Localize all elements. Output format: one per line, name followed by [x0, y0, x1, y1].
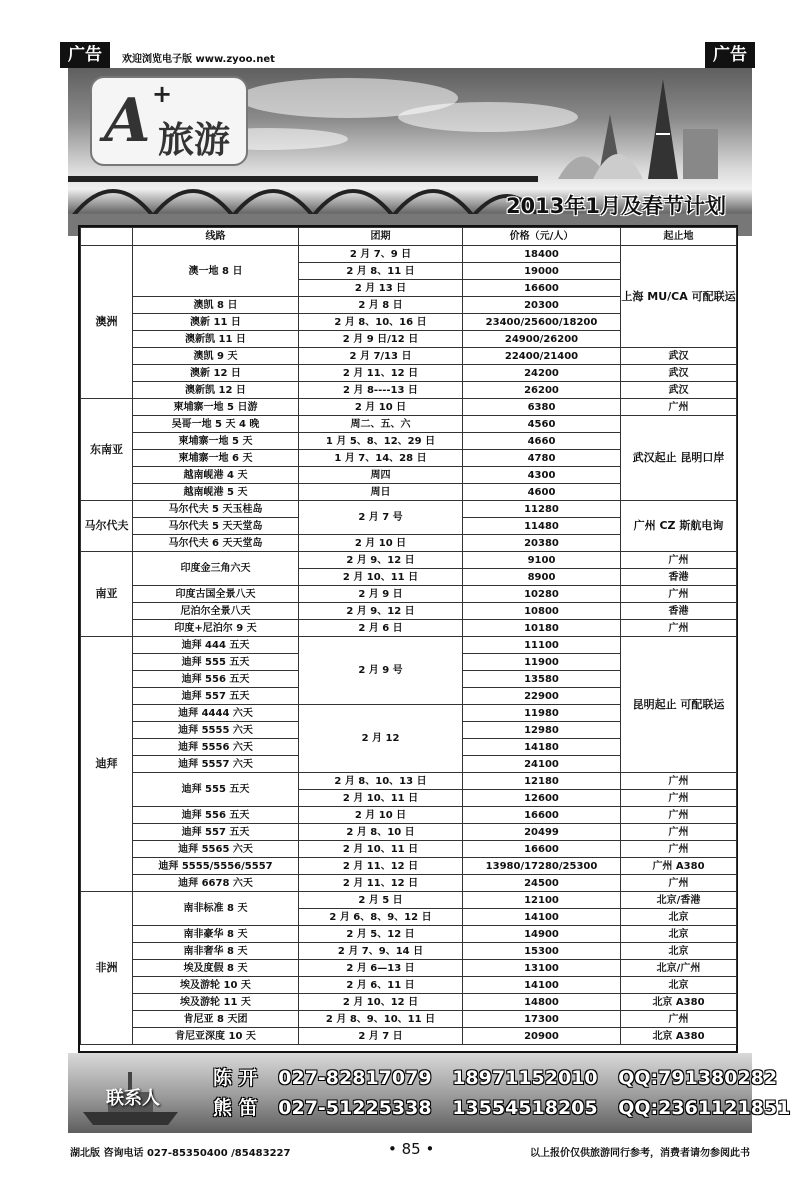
price-cell: 11280 — [463, 501, 621, 518]
price-cell: 14100 — [463, 909, 621, 926]
price-table — [80, 227, 737, 1045]
region-cell: 迪拜 — [81, 637, 133, 892]
origin-cell: 广州 — [621, 807, 737, 824]
table-row — [81, 382, 737, 399]
price-cell: 4300 — [463, 467, 621, 484]
origin-cell: 广州 — [621, 841, 737, 858]
date-cell: 2 月 10、11 日 — [299, 841, 463, 858]
date-cell: 2 月 8、11 日 — [299, 263, 463, 280]
origin-cell: 广州 A380 — [621, 858, 737, 875]
table-row — [81, 841, 737, 858]
page-footer — [70, 1142, 750, 1160]
route-cell: 迪拜 555 五天 — [133, 773, 299, 807]
price-cell: 10280 — [463, 586, 621, 603]
route-cell: 迪拜 557 五天 — [133, 824, 299, 841]
route-cell: 印度金三角六天 — [133, 552, 299, 586]
price-cell: 20499 — [463, 824, 621, 841]
origin-cell: 北京/香港 — [621, 892, 737, 909]
page-number: • 85 • — [388, 1140, 435, 1158]
origin-cell: 广州 — [621, 399, 737, 416]
price-cell: 14100 — [463, 977, 621, 994]
date-cell: 2 月 10、12 日 — [299, 994, 463, 1011]
table-row — [81, 620, 737, 637]
table-row — [81, 586, 737, 603]
price-cell: 22400/21400 — [463, 348, 621, 365]
date-cell: 2 月 8----13 日 — [299, 382, 463, 399]
route-cell: 澳一地 8 日 — [133, 246, 299, 297]
date-cell: 2 月 10、11 日 — [299, 790, 463, 807]
contact-name: 熊 笛 — [213, 1097, 258, 1119]
welcome-text: 欢迎浏览电子版 www.zyoo.net — [122, 54, 275, 65]
date-cell: 2 月 9 号 — [299, 637, 463, 705]
date-cell: 1 月 7、14、28 日 — [299, 450, 463, 467]
date-cell: 2 月 9、12 日 — [299, 603, 463, 620]
contact-name: 陈 开 — [213, 1067, 258, 1089]
price-cell: 20380 — [463, 535, 621, 552]
price-cell: 17300 — [463, 1011, 621, 1028]
contact-qq: QQ:2361121851 — [618, 1097, 791, 1119]
price-cell: 22900 — [463, 688, 621, 705]
origin-cell: 武汉 — [621, 382, 737, 399]
brand-logo — [90, 76, 248, 166]
plan-title: 2013年1月及春节计划 — [505, 194, 726, 218]
price-cell: 15300 — [463, 943, 621, 960]
table-row — [81, 603, 737, 620]
route-cell: 迪拜 5555/5556/5557 — [133, 858, 299, 875]
contact-phone: 027-82817079 — [278, 1067, 432, 1089]
route-cell: 马尔代夫 6 天天堂岛 — [133, 535, 299, 552]
date-cell: 1 月 5、8、12、29 日 — [299, 433, 463, 450]
table-row — [81, 875, 737, 892]
date-cell: 2 月 9 日 — [299, 586, 463, 603]
origin-cell: 广州 — [621, 773, 737, 790]
date-cell: 2 月 6、11 日 — [299, 977, 463, 994]
table-row — [81, 1028, 737, 1045]
table-row — [81, 399, 737, 416]
origin-cell: 北京 A380 — [621, 1028, 737, 1045]
price-cell: 24100 — [463, 756, 621, 773]
date-cell: 2 月 11、12 日 — [299, 365, 463, 382]
table-row — [81, 637, 737, 654]
price-cell: 12980 — [463, 722, 621, 739]
date-cell: 2 月 7、9 日 — [299, 246, 463, 263]
date-cell: 2 月 9 日/12 日 — [299, 331, 463, 348]
price-cell: 14900 — [463, 926, 621, 943]
route-cell: 柬埔寨一地 5 天 — [133, 433, 299, 450]
origin-cell: 武汉 — [621, 365, 737, 382]
price-cell: 6380 — [463, 399, 621, 416]
origin-cell: 广州 — [621, 790, 737, 807]
date-cell: 2 月 6 日 — [299, 620, 463, 637]
route-cell: 迪拜 556 五天 — [133, 671, 299, 688]
origin-cell: 北京 — [621, 977, 737, 994]
route-cell: 澳新 12 日 — [133, 365, 299, 382]
price-cell: 16600 — [463, 280, 621, 297]
date-cell: 2 月 8、10 日 — [299, 824, 463, 841]
region-cell: 澳洲 — [81, 246, 133, 399]
route-cell: 埃及度假 8 天 — [133, 960, 299, 977]
date-cell: 周二、五、六 — [299, 416, 463, 433]
route-cell: 澳新凯 11 日 — [133, 331, 299, 348]
contact-mobile: 18971152010 — [452, 1067, 598, 1089]
origin-cell: 昆明起止 可配联运 — [621, 637, 737, 773]
price-cell: 16600 — [463, 841, 621, 858]
table-row — [81, 246, 737, 263]
route-cell: 柬埔寨一地 6 天 — [133, 450, 299, 467]
route-cell: 越南岘港 5 天 — [133, 484, 299, 501]
table-header-row — [81, 228, 737, 246]
date-cell: 2 月 9、12 日 — [299, 552, 463, 569]
price-cell: 13100 — [463, 960, 621, 977]
origin-cell: 广州 — [621, 875, 737, 892]
logo-text: 旅游 — [158, 120, 231, 161]
date-cell: 2 月 8 日 — [299, 297, 463, 314]
date-cell: 2 月 7 日 — [299, 1028, 463, 1045]
origin-cell: 北京 — [621, 909, 737, 926]
route-cell: 肯尼亚 8 天团 — [133, 1011, 299, 1028]
date-cell: 2 月 10 日 — [299, 807, 463, 824]
price-cell: 13580 — [463, 671, 621, 688]
date-cell: 2 月 5、12 日 — [299, 926, 463, 943]
origin-cell: 北京 A380 — [621, 994, 737, 1011]
date-cell: 2 月 10 日 — [299, 399, 463, 416]
route-cell: 迪拜 5555 六天 — [133, 722, 299, 739]
region-cell: 非洲 — [81, 892, 133, 1045]
price-cell: 8900 — [463, 569, 621, 586]
route-cell: 迪拜 556 五天 — [133, 807, 299, 824]
table-row — [81, 892, 737, 909]
price-cell: 9100 — [463, 552, 621, 569]
table-row — [81, 1011, 737, 1028]
date-cell: 2 月 7 号 — [299, 501, 463, 535]
price-cell: 11980 — [463, 705, 621, 722]
route-cell: 埃及游轮 11 天 — [133, 994, 299, 1011]
date-cell: 2 月 8、9、10、11 日 — [299, 1011, 463, 1028]
table-row — [81, 943, 737, 960]
origin-cell: 广州 — [621, 1011, 737, 1028]
date-cell: 周四 — [299, 467, 463, 484]
route-cell: 南非标准 8 天 — [133, 892, 299, 926]
price-cell: 12100 — [463, 892, 621, 909]
route-cell: 尼泊尔全景八天 — [133, 603, 299, 620]
table-row — [81, 977, 737, 994]
price-cell: 10180 — [463, 620, 621, 637]
price-cell: 11900 — [463, 654, 621, 671]
table-row — [81, 365, 737, 382]
price-cell: 4560 — [463, 416, 621, 433]
route-cell: 吴哥一地 5 天 4 晚 — [133, 416, 299, 433]
date-cell: 2 月 13 日 — [299, 280, 463, 297]
origin-cell: 武汉 — [621, 348, 737, 365]
logo-plus: + — [152, 80, 173, 108]
route-cell: 迪拜 557 五天 — [133, 688, 299, 705]
price-cell: 20300 — [463, 297, 621, 314]
contact-phone: 027-51225338 — [278, 1097, 432, 1119]
route-cell: 澳凯 9 天 — [133, 348, 299, 365]
date-cell: 2 月 11、12 日 — [299, 858, 463, 875]
route-cell: 迪拜 555 五天 — [133, 654, 299, 671]
route-cell: 澳新 11 日 — [133, 314, 299, 331]
route-cell: 印度古国全景八天 — [133, 586, 299, 603]
table-row — [81, 416, 737, 433]
price-cell: 24900/26200 — [463, 331, 621, 348]
top-bar — [60, 42, 755, 70]
contact-row-2 — [213, 1093, 804, 1120]
route-cell: 迪拜 5556 六天 — [133, 739, 299, 756]
header-cell: 团期 — [299, 228, 463, 246]
region-cell: 马尔代夫 — [81, 501, 133, 552]
price-cell: 12600 — [463, 790, 621, 807]
date-cell: 2 月 7/13 日 — [299, 348, 463, 365]
footer-disclaimer: 以上报价仅供旅游同行参考，消费者请勿参阅此书 — [530, 1148, 750, 1159]
header-cell: 价格（元/人） — [463, 228, 621, 246]
route-cell: 南非豪华 8 天 — [133, 926, 299, 943]
date-cell: 2 月 8、10、16 日 — [299, 314, 463, 331]
contact-mobile: 13554518205 — [452, 1097, 598, 1119]
table-row — [81, 926, 737, 943]
route-cell: 澳新凯 12 日 — [133, 382, 299, 399]
price-table-container — [78, 225, 738, 1053]
price-cell: 12180 — [463, 773, 621, 790]
price-cell: 23400/25600/18200 — [463, 314, 621, 331]
table-row — [81, 807, 737, 824]
date-cell: 2 月 12 — [299, 705, 463, 773]
origin-cell: 广州 — [621, 824, 737, 841]
header-cell — [81, 228, 133, 246]
banner — [68, 68, 752, 236]
route-cell: 迪拜 4444 六天 — [133, 705, 299, 722]
price-cell: 4780 — [463, 450, 621, 467]
price-cell: 24200 — [463, 365, 621, 382]
price-cell: 11480 — [463, 518, 621, 535]
contact-qq: QQ:791380282 — [618, 1067, 778, 1089]
header-cell: 起止地 — [621, 228, 737, 246]
origin-cell: 香港 — [621, 603, 737, 620]
route-cell: 迪拜 5565 六天 — [133, 841, 299, 858]
price-cell: 4660 — [463, 433, 621, 450]
price-cell: 24500 — [463, 875, 621, 892]
table-row — [81, 348, 737, 365]
origin-cell: 香港 — [621, 569, 737, 586]
price-cell: 20900 — [463, 1028, 621, 1045]
origin-cell: 武汉起止 昆明口岸 — [621, 416, 737, 501]
origin-cell: 广州 — [621, 586, 737, 603]
table-row — [81, 960, 737, 977]
table-row — [81, 858, 737, 875]
route-cell: 印度+尼泊尔 9 天 — [133, 620, 299, 637]
route-cell: 迪拜 444 五天 — [133, 637, 299, 654]
route-cell: 迪拜 5557 六天 — [133, 756, 299, 773]
price-cell: 14180 — [463, 739, 621, 756]
route-cell: 越南岘港 4 天 — [133, 467, 299, 484]
route-cell: 马尔代夫 5 天天堂岛 — [133, 518, 299, 535]
date-cell: 2 月 7、9、14 日 — [299, 943, 463, 960]
route-cell: 澳凯 8 日 — [133, 297, 299, 314]
price-cell: 14800 — [463, 994, 621, 1011]
origin-cell: 北京/广州 — [621, 960, 737, 977]
contact-label: 联系人 — [106, 1088, 160, 1109]
date-cell: 2 月 11、12 日 — [299, 875, 463, 892]
contact-row-1 — [213, 1063, 791, 1090]
price-cell: 18400 — [463, 246, 621, 263]
ad-label-right: 广告 — [705, 42, 755, 68]
price-cell: 13980/17280/25300 — [463, 858, 621, 875]
price-cell: 19000 — [463, 263, 621, 280]
price-cell: 26200 — [463, 382, 621, 399]
landmarks-illustration — [538, 74, 728, 184]
logo-letter: A — [104, 86, 151, 156]
price-cell: 4600 — [463, 484, 621, 501]
ad-label-left: 广告 — [60, 42, 110, 68]
region-cell: 东南亚 — [81, 399, 133, 501]
route-cell: 柬埔寨一地 5 日游 — [133, 399, 299, 416]
date-cell: 2 月 6、8、9、12 日 — [299, 909, 463, 926]
route-cell: 肯尼亚深度 10 天 — [133, 1028, 299, 1045]
origin-cell: 上海 MU/CA 可配联运 — [621, 246, 737, 348]
header-cell: 线路 — [133, 228, 299, 246]
route-cell: 迪拜 6678 六天 — [133, 875, 299, 892]
date-cell: 2 月 10、11 日 — [299, 569, 463, 586]
contact-band — [68, 1053, 791, 1133]
table-row — [81, 773, 737, 790]
price-cell: 11100 — [463, 637, 621, 654]
footer-edition: 湖北版 咨询电话 027-85350400 /85483227 — [70, 1148, 291, 1159]
date-cell: 2 月 8、10、13 日 — [299, 773, 463, 790]
origin-cell: 广州 — [621, 552, 737, 569]
table-row — [81, 824, 737, 841]
route-cell: 马尔代夫 5 天玉桂岛 — [133, 501, 299, 518]
date-cell: 2 月 6—13 日 — [299, 960, 463, 977]
origin-cell: 北京 — [621, 943, 737, 960]
date-cell: 2 月 10 日 — [299, 535, 463, 552]
date-cell: 2 月 5 日 — [299, 892, 463, 909]
origin-cell: 广州 — [621, 620, 737, 637]
table-row — [81, 501, 737, 518]
price-cell: 16600 — [463, 807, 621, 824]
route-cell: 南非奢华 8 天 — [133, 943, 299, 960]
route-cell: 埃及游轮 10 天 — [133, 977, 299, 994]
table-row — [81, 994, 737, 1011]
origin-cell: 北京 — [621, 926, 737, 943]
price-cell: 10800 — [463, 603, 621, 620]
table-row — [81, 552, 737, 569]
origin-cell: 广州 CZ 斯航电询 — [621, 501, 737, 552]
date-cell: 周日 — [299, 484, 463, 501]
region-cell: 南亚 — [81, 552, 133, 637]
